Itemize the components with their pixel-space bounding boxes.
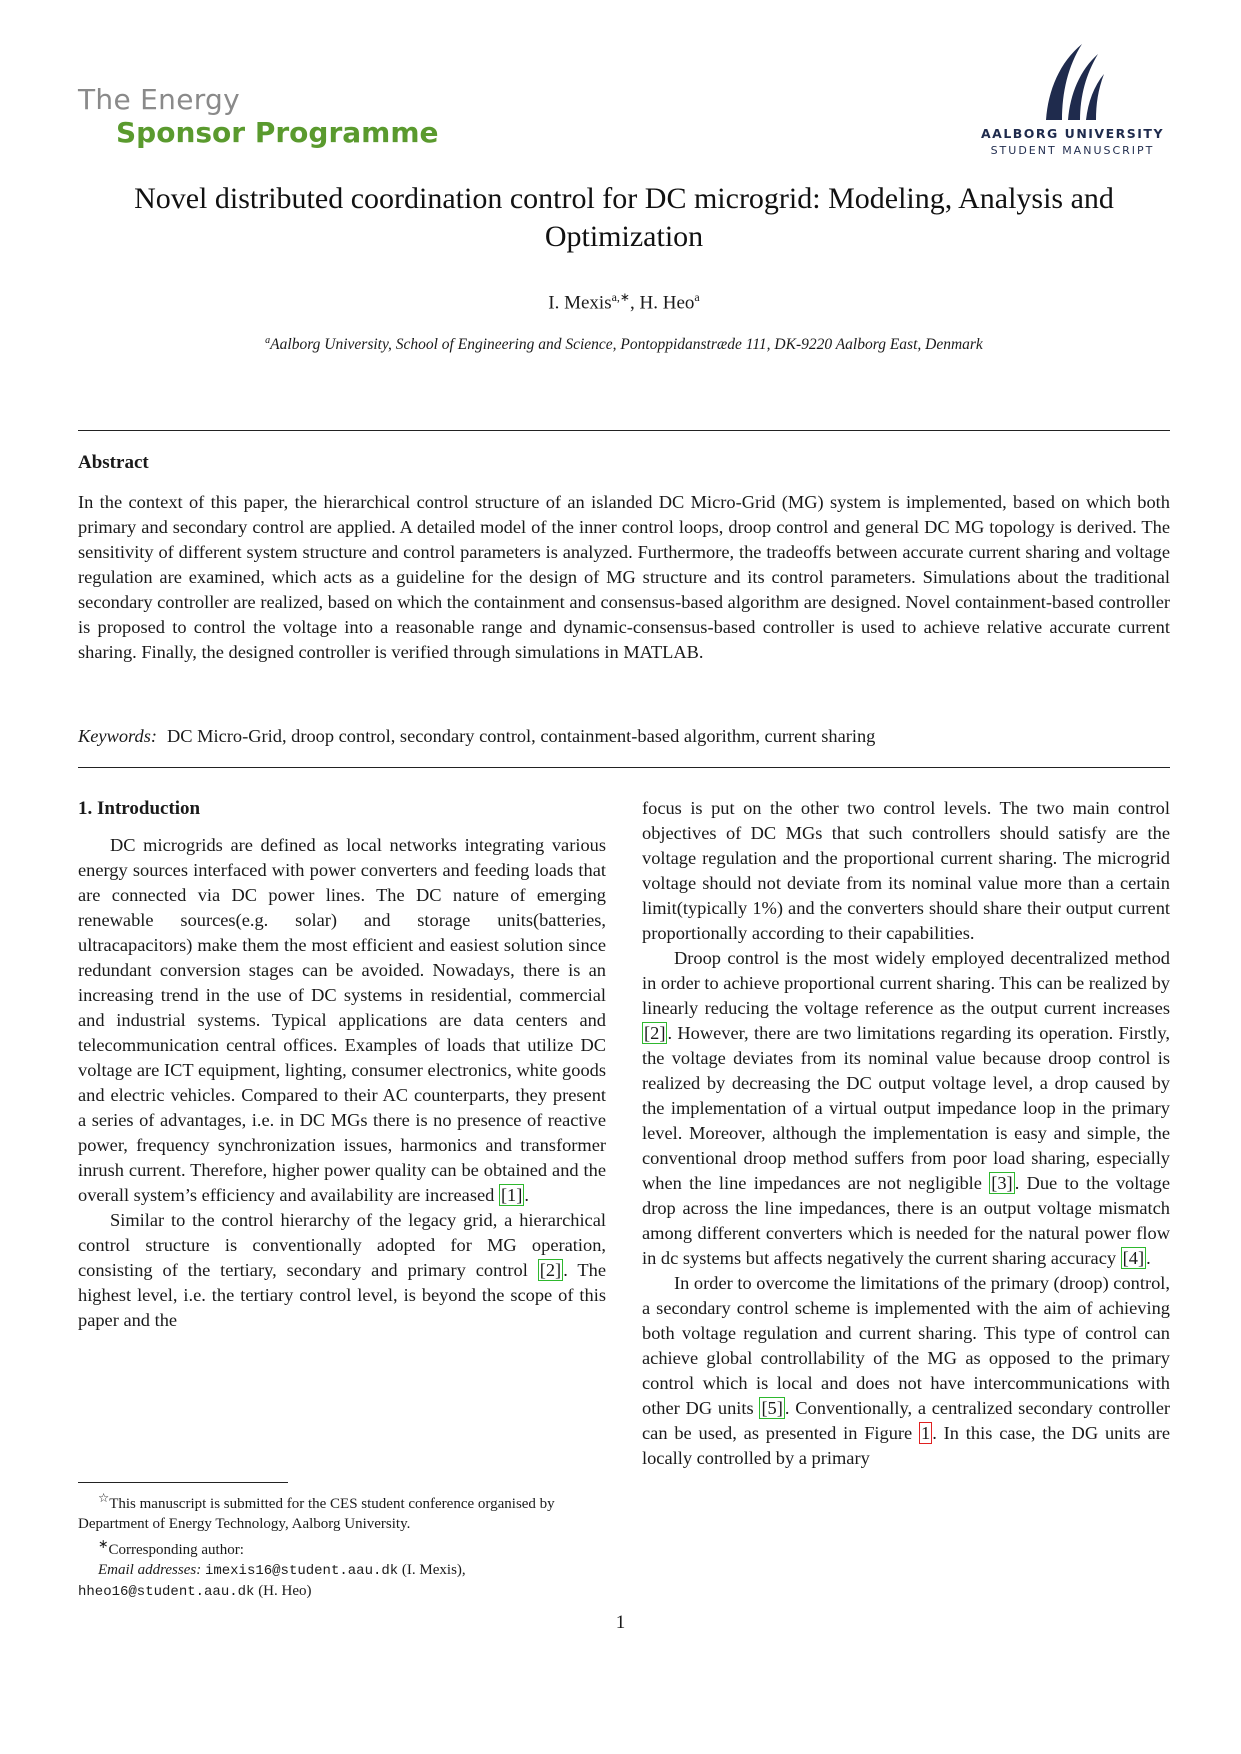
university-name: AALBORG UNIVERSITY	[980, 126, 1165, 141]
affiliation-sup: a	[265, 335, 271, 346]
citation-link[interactable]: [5]	[761, 1398, 783, 1418]
paragraph-text: . In this case, the DG units are locally controlled by a primary	[642, 1423, 1170, 1468]
abstract-heading: Abstract	[78, 452, 149, 473]
footnote	[78, 1581, 606, 1602]
keywords-label: Keywords:	[78, 726, 158, 746]
email-address[interactable]: imexis16@student.aau.dk	[204, 1563, 399, 1579]
programme-line1: The Energy	[78, 83, 241, 116]
footnote-text: This manuscript is submitted for the CES student conference organised by Department of Energy Technology, Aalborg University.	[78, 1496, 555, 1532]
footnote	[78, 1534, 606, 1560]
footnote-mark: ∗	[98, 1537, 109, 1551]
column-left	[78, 796, 606, 1333]
email-owner: (H. Heo)	[254, 1583, 312, 1599]
footnote-divider	[78, 1482, 288, 1483]
paragraph: focus is put on the other two control levels. The two main control objectives of DC MGs that such controllers should satisfy are the voltage regulation and the proportional current sharing. The microgrid voltage should not deviate from its nominal value more than a certain limit(typically 1%) and the converters should share their output current proportionally according to their capabilities.	[642, 798, 1170, 943]
paragraph-text: . The highest level, i.e. the tertiary control level, is beyond the scope of this paper and the	[78, 1260, 606, 1330]
footnotes	[78, 1488, 606, 1602]
paragraph	[78, 1208, 606, 1333]
email-label: Email addresses:	[98, 1562, 202, 1578]
paragraph-text: In order to overcome the limitations of the primary (droop) control, a secondary control scheme is implemented with the aim of achieving both voltage regulation and current sharing. This type of control can achieve global controllability of the MG as opposed to the primary control which is local and does not have intercommunications with other DG units	[642, 1273, 1170, 1418]
citation-link[interactable]: [2]	[539, 1260, 562, 1280]
authors	[78, 290, 1170, 314]
citation-link[interactable]: [4]	[1122, 1248, 1145, 1268]
author-sup: a,∗	[611, 290, 630, 304]
energy-sponsor-logo	[78, 84, 439, 150]
aalborg-university-logo	[970, 40, 1175, 175]
section-heading: 1. Introduction	[78, 798, 201, 819]
divider-top	[78, 430, 1170, 431]
paragraph-text: DC microgrids are defined as local networks integrating various energy sources interfaced with power converters and feeding loads that are connected via DC power lines. The DC nature of emerging renewable sources(e.g. solar) and storage units(batteries, ultracapacitors) make them the most efficient and easiest solution since redundant conversion stages can be avoided. Nowadays, there is an increasing trend in the use of DC systems in residential, commercial and industrial systems. Typical applications are data centers and telecommunication central offices. Examples of loads that utilize DC voltage are ICT equipment, lighting, consumer electronics, white goods and electric vehicles. Compared to their AC counterparts, they present a series of advantages, i.e. in DC MGs there is no presence of reactive power, frequency synchronization issues, harmonics and transformer inrush current. Therefore, higher power quality can be obtained and the overall system’s efficiency and availability are increased	[78, 835, 606, 1205]
footnote	[78, 1560, 606, 1581]
keywords	[78, 726, 1170, 747]
page-number: 1	[615, 1612, 626, 1633]
aau-wave-icon	[1038, 40, 1108, 122]
footnote-text: Corresponding author:	[108, 1542, 244, 1558]
figure-link[interactable]: 1	[921, 1423, 931, 1443]
author-sup: a	[694, 290, 700, 304]
student-manuscript-label: STUDENT MANUSCRIPT	[990, 144, 1155, 157]
paper-title: Novel distributed coordination control for DC microgrid: Modeling, Analysis and Optimization	[134, 182, 1114, 253]
email-address[interactable]: hheo16@student.aau.dk	[78, 1584, 255, 1600]
paragraph	[642, 1271, 1170, 1471]
author-name: I. Mexis	[548, 292, 612, 314]
citation-link[interactable]: [1]	[500, 1185, 523, 1205]
paragraph-text: . However, there are two limitations regarding its operation. Firstly, the voltage deviates from its nominal value because droop control is realized by decreasing the DC output voltage level, a drop caused by the implementation of a virtual output impedance loop in the primary level. Moreover, although the implementation is easy and simple, the conventional droop method suffers from poor load sharing, especially when the line impedances are not negligible	[642, 1023, 1170, 1193]
programme-line2: Sponsor Programme	[116, 116, 439, 149]
paragraph-text: .	[1146, 1248, 1151, 1268]
paragraph-text: Similar to the control hierarchy of the legacy grid, a hierarchical control structure is conventionally adopted for MG operation, consisting of the tertiary, secondary and primary control	[78, 1210, 606, 1280]
footnote	[78, 1488, 606, 1534]
divider-bottom	[78, 767, 1170, 768]
footnote-mark: ☆	[98, 1491, 110, 1505]
citation-link[interactable]: [3]	[991, 1173, 1013, 1193]
paragraph-text: . Due to the voltage drop across the line impedances, there is an output voltage mismatch among different converters which is needed for the natural power flow in dc systems but affects negatively the current sharing accuracy	[642, 1173, 1170, 1268]
author-name: H. Heo	[639, 292, 695, 314]
column-right	[642, 796, 1170, 1471]
paragraph	[642, 946, 1170, 1271]
citation-link[interactable]: [2]	[644, 1023, 666, 1043]
author-separator: ,	[630, 292, 640, 314]
affiliation-text: Aalborg University, School of Engineering and Science, Pontoppidanstræde 111, DK-9220 Aalborg East, Denmark	[270, 336, 983, 354]
affiliation	[78, 335, 1170, 354]
paragraph-text: Droop control is the most widely employed decentralized method in order to achieve proportional current sharing. This can be realized by linearly reducing the voltage reference as the output current increases	[642, 948, 1170, 1018]
paragraph	[78, 833, 606, 1208]
keywords-text: DC Micro-Grid, droop control, secondary control, containment-based algorithm, current sharing	[167, 726, 876, 746]
email-owner: (I. Mexis),	[398, 1562, 466, 1578]
abstract-text: In the context of this paper, the hierarchical control structure of an islanded DC Micro-Grid (MG) system is implemented, based on which both primary and secondary control are applied. A detailed model of the inner control loops, droop control and general DC MG topology is derived. The sensitivity of different system structure and control parameters is analyzed. Furthermore, the tradeoffs between accurate current sharing and voltage regulation are examined, which acts as a guideline for the design of MG structure and its control parameters. Simulations about the traditional secondary controller are realized, based on which the containment and consensus-based algorithm are designed. Novel containment-based controller is proposed to control the voltage into a reasonable range and dynamic-consensus-based controller is used to achieve relative accurate current sharing. Finally, the designed controller is verified through simulations in MATLAB.	[78, 492, 1170, 662]
paragraph-text: . Conventionally, a centralized secondary controller can be used, as presented in Figure	[642, 1398, 1170, 1443]
paragraph-text: .	[524, 1185, 529, 1205]
